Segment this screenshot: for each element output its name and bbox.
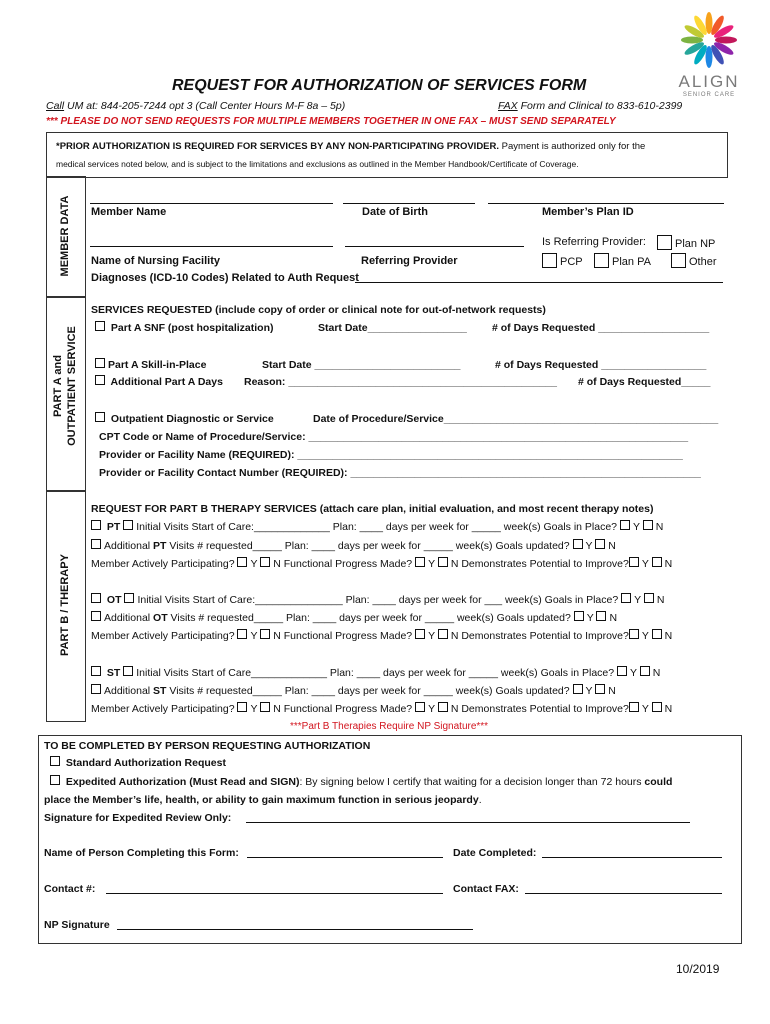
st-checkbox[interactable] [91, 666, 101, 676]
pt-pot-y-checkbox[interactable] [629, 557, 639, 567]
standard-option[interactable] [50, 756, 226, 770]
dob-label: Date of Birth [362, 206, 428, 218]
st-updated-y: Y [585, 685, 593, 697]
ot-goals-y-checkbox[interactable] [621, 593, 631, 603]
ot-participating: Member Actively Participating? [91, 630, 235, 642]
st-prog-n-checkbox[interactable] [438, 702, 448, 712]
pt-updated-y: Y [585, 540, 593, 552]
date-completed-label: Date Completed: [453, 847, 537, 859]
pt-additional-prefix: Additional [104, 540, 154, 552]
pt-part-n-checkbox[interactable] [260, 557, 270, 567]
fax-prefix: FAX [498, 100, 518, 112]
member-data-label: MEMBER DATA [59, 195, 71, 277]
snf-days[interactable]: # of Days Requested ___________________ [492, 322, 710, 334]
contact-fax-label: Contact FAX: [453, 883, 519, 895]
reason-field[interactable]: Reason: ______________________________________________ [244, 376, 557, 388]
form-version: 10/2019 [676, 962, 720, 976]
ot-line-1 [91, 593, 664, 607]
snf-option[interactable] [95, 321, 273, 335]
name-completing-label: Name of Person Completing this Form: [44, 847, 239, 859]
ot-pot-y: Y [641, 630, 649, 642]
ot-pot-y-checkbox[interactable] [629, 629, 639, 639]
part-a-label-2: OUTPATIENT SERVICE [66, 326, 78, 446]
referring-provider-label: Referring Provider [361, 255, 458, 267]
pcp-label: PCP [560, 256, 583, 268]
other-checkbox[interactable] [671, 253, 686, 268]
nursing-facility-line[interactable] [90, 246, 333, 247]
pt-progress: Functional Progress Made? [283, 558, 413, 570]
st-updated-n-checkbox[interactable] [595, 684, 605, 694]
ot-part-y-checkbox[interactable] [237, 629, 247, 639]
ot-part-y: Y [250, 630, 258, 642]
align-logo [664, 8, 754, 98]
contact-fax-line[interactable] [525, 893, 722, 894]
ot-potential: Demonstrates Potential to Improve? [461, 630, 629, 642]
provider-contact-field[interactable]: Provider or Facility Contact Number (REQUIRED): ____________________________________________________________ [99, 467, 701, 479]
cpt-field[interactable]: CPT Code or Name of Procedure/Service: _________________________________________________________________ [99, 431, 689, 443]
st-potential: Demonstrates Potential to Improve? [461, 703, 629, 715]
st-line-1 [91, 666, 660, 680]
add-days-label: Additional Part A Days [110, 376, 223, 388]
sig-expedited-line[interactable] [246, 822, 690, 823]
contact-line[interactable] [106, 893, 443, 894]
sip-start-date[interactable]: Start Date _________________________ [262, 359, 461, 371]
ot-pot-n: N [664, 630, 673, 642]
pt-goals-n: N [655, 521, 664, 533]
ot-updated-y: Y [586, 612, 594, 624]
other-option[interactable] [671, 253, 717, 269]
st-participating: Member Actively Participating? [91, 703, 235, 715]
date-completed-line[interactable] [542, 857, 722, 858]
st-part-y: Y [250, 703, 258, 715]
expedited-line-2: place the Member’s life, health, or ability to gain maximum function in serious jeopardy. [44, 794, 482, 806]
expedited-option[interactable] [50, 775, 672, 789]
snf-start-date[interactable]: Start Date_________________ [318, 322, 467, 334]
flower-logo-icon [664, 8, 754, 70]
call-line [46, 99, 345, 113]
pt-participating: Member Actively Participating? [91, 558, 235, 570]
name-completing-line[interactable] [247, 857, 443, 858]
pt-updated-n: N [608, 540, 616, 552]
ot-goals-n-checkbox[interactable] [644, 593, 654, 603]
ot-goals-n: N [656, 594, 665, 606]
ot-progress: Functional Progress Made? [283, 630, 413, 642]
sip-checkbox[interactable] [95, 358, 105, 368]
plan-np-label: Plan NP [675, 238, 716, 250]
pt-updated-y-checkbox[interactable] [573, 539, 583, 549]
st-prog-y: Y [428, 703, 435, 715]
pt-additional-checkbox[interactable] [91, 539, 101, 549]
pt-goals-n-checkbox[interactable] [643, 520, 653, 530]
fax-line [498, 99, 682, 113]
diagnoses-line[interactable] [355, 282, 723, 283]
expedited-line-2-text: place the Member’s life, health, or ability to gain maximum function in serious jeopardy [44, 794, 479, 806]
pt-pot-n-checkbox[interactable] [652, 557, 662, 567]
st-part-y-checkbox[interactable] [237, 702, 247, 712]
call-prefix: Call [46, 100, 65, 112]
ot-additional-checkbox[interactable] [91, 611, 101, 621]
other-label: Other [689, 256, 717, 268]
pt-pot-y: Y [641, 558, 649, 570]
outpatient-checkbox[interactable] [95, 412, 105, 422]
ot-line-3 [91, 629, 672, 643]
sip-option[interactable] [95, 358, 206, 372]
st-pot-y-checkbox[interactable] [629, 702, 639, 712]
st-line-3 [91, 702, 672, 716]
ot-pot-n-checkbox[interactable] [652, 629, 662, 639]
st-part-n: N [273, 703, 281, 715]
st-part-n-checkbox[interactable] [260, 702, 270, 712]
st-line-2 [91, 684, 616, 698]
pt-prog-n: N [450, 558, 459, 570]
ot-additional-name: OT [153, 612, 168, 624]
np-signature-label: NP Signature [44, 919, 110, 931]
st-goals-n-checkbox[interactable] [640, 666, 650, 676]
snf-checkbox[interactable] [95, 321, 105, 331]
ot-initial-text: Initial Visits Start of Care:_______________ Plan: ____ days per week for ___ week(s) Goals in Place? [137, 594, 619, 606]
requester-header: TO BE COMPLETED BY PERSON REQUESTING AUTHORIZATION [44, 740, 371, 752]
sip-days[interactable]: # of Days Requested __________________ [495, 359, 707, 371]
add-days-option[interactable] [95, 375, 223, 389]
pt-prog-y: Y [428, 558, 435, 570]
member-name-label: Member Name [91, 206, 167, 218]
ot-goals-y: Y [634, 594, 641, 606]
st-goals-y: Y [630, 667, 637, 679]
st-additional-name: ST [153, 685, 167, 697]
pt-additional-name: PT [153, 540, 167, 552]
pt-pot-n: N [664, 558, 673, 570]
part-b-label: PART B / THERAPY [59, 554, 71, 656]
pt-initial-text: Initial Visits Start of Care:_____________ Plan: ____ days per week for _____ week(s) Goals in Place? [136, 521, 618, 533]
plan-id-label: Member’s Plan ID [542, 206, 634, 218]
st-initial-text: Initial Visits Start of Care_____________ Plan: ____ days per week for _____ week(s) Goals in Place? [136, 667, 615, 679]
standard-checkbox[interactable] [50, 756, 60, 766]
snf-label: Part A SNF (post hospitalization) [110, 322, 274, 334]
pt-updated-n-checkbox[interactable] [595, 539, 605, 549]
provider-name-field[interactable]: Provider or Facility Name (REQUIRED): __________________________________________________________________ [99, 449, 683, 461]
pt-prog-y-checkbox[interactable] [415, 557, 425, 567]
logo-name: ALIGN [678, 72, 740, 91]
is-referring-label: Is Referring Provider: [542, 236, 646, 248]
referring-provider-line[interactable] [345, 246, 524, 247]
sig-expedited-label: Signature for Expedited Review Only: [44, 812, 232, 824]
plan-np-checkbox[interactable] [657, 235, 672, 250]
expedited-label: Expedited Authorization (Must Read and SIGN) [65, 776, 300, 788]
st-updated-y-checkbox[interactable] [573, 684, 583, 694]
st-pot-n: N [664, 703, 673, 715]
ot-part-n-checkbox[interactable] [260, 629, 270, 639]
form-title: REQUEST FOR AUTHORIZATION OF SERVICES FORM [172, 77, 587, 94]
ot-updated-n: N [609, 612, 618, 624]
st-pot-y: Y [641, 703, 649, 715]
st-updated-n: N [608, 685, 616, 697]
ot-updated-n-checkbox[interactable] [596, 611, 606, 621]
st-additional-prefix: Additional [104, 685, 154, 697]
ot-initial-checkbox[interactable] [124, 593, 134, 603]
st-goals-y-checkbox[interactable] [617, 666, 627, 676]
pcp-option[interactable] [542, 253, 583, 269]
ot-prog-n: N [450, 630, 459, 642]
member-name-line[interactable] [90, 203, 333, 204]
pt-potential: Demonstrates Potential to Improve? [461, 558, 629, 570]
ot-updated-y-checkbox[interactable] [574, 611, 584, 621]
ot-name: OT [106, 594, 122, 606]
ot-prog-y-checkbox[interactable] [415, 629, 425, 639]
expedited-could: could [644, 776, 673, 788]
st-additional-text: Visits # requested_____ Plan: ____ days per week for _____ week(s) Goals updated? [166, 685, 570, 697]
contact-label: Contact #: [44, 883, 96, 895]
nursing-facility-label: Name of Nursing Facility [91, 255, 220, 267]
pcp-checkbox[interactable] [542, 253, 557, 268]
expedited-checkbox[interactable] [50, 775, 60, 785]
outpatient-option[interactable] [95, 412, 274, 426]
pt-part-y-checkbox[interactable] [237, 557, 247, 567]
pt-prog-n-checkbox[interactable] [438, 557, 448, 567]
ot-prog-y: Y [428, 630, 435, 642]
pt-checkbox[interactable] [91, 520, 101, 530]
standard-label: Standard Authorization Request [65, 757, 226, 769]
pt-additional-text: Visits # requested_____ Plan: ____ days per week for _____ week(s) Goals updated? [166, 540, 570, 552]
dob-line[interactable] [343, 203, 475, 204]
plan-pa-checkbox[interactable] [594, 253, 609, 268]
st-progress: Functional Progress Made? [283, 703, 413, 715]
np-signature-line[interactable] [117, 929, 473, 930]
ot-prog-n-checkbox[interactable] [438, 629, 448, 639]
sip-label: Part A Skill-in-Place [108, 359, 207, 371]
plan-pa-label: Plan PA [612, 256, 651, 268]
ot-additional-text: Visits # requested_____ Plan: ____ days per week for _____ week(s) Goals updated? [167, 612, 571, 624]
add-days-checkbox[interactable] [95, 375, 105, 385]
pt-goals-y: Y [632, 521, 640, 533]
ot-additional-prefix: Additional [104, 612, 154, 624]
st-additional-checkbox[interactable] [91, 684, 101, 694]
date-procedure[interactable]: Date of Procedure/Service_______________________________________________ [313, 413, 719, 425]
notice-rest: Payment is authorized only for the [499, 141, 646, 152]
ot-part-n: N [273, 630, 281, 642]
notice-line-1 [56, 140, 645, 154]
st-goals-n: N [652, 667, 661, 679]
st-pot-n-checkbox[interactable] [652, 702, 662, 712]
sig-expedited-text: Signature for Expedited Review Only [44, 812, 228, 824]
part-b-header: REQUEST FOR PART B THERAPY SERVICES (attach care plan, initial evaluation, and most recent therapy notes) [91, 503, 654, 515]
pt-part-y: Y [250, 558, 258, 570]
notice-bold: *PRIOR AUTHORIZATION IS REQUIRED FOR SERVICES BY ANY NON-PARTICIPATING PROVIDER. [56, 141, 500, 152]
np-signature-note: ***Part B Therapies Require NP Signature*** [290, 721, 489, 732]
part-a-label-1: PART A and [52, 355, 64, 417]
pt-goals-y-checkbox[interactable] [620, 520, 630, 530]
part-a-label [51, 286, 79, 486]
st-name: ST [106, 667, 121, 679]
plan-np-option[interactable] [657, 235, 715, 251]
services-header: SERVICES REQUESTED (include copy of order or clinical note for out-of-network requests) [91, 304, 546, 316]
pt-initial-checkbox[interactable] [123, 520, 133, 530]
notice-line-2: medical services noted below, and is subject to the limitations and exclusions as outlined in the Member Handbook/Certificate of Coverage. [56, 159, 579, 169]
expedited-text: : By signing below I certify that waiting for a decision longer than 72 hours [299, 776, 645, 788]
plan-pa-option[interactable] [594, 253, 651, 269]
notice-box [46, 132, 728, 178]
pt-part-n: N [273, 558, 281, 570]
pt-line-1 [91, 520, 663, 534]
fax-number: Form and Clinical to 833-610-2399 [517, 100, 683, 112]
pt-line-3 [91, 557, 672, 571]
outpatient-label: Outpatient Diagnostic or Service [110, 413, 274, 425]
call-number: UM at: 844-205-7244 opt 3 (Call Center Hours M-F 8a – 5p) [64, 100, 346, 112]
st-initial-checkbox[interactable] [123, 666, 133, 676]
pt-line-2 [91, 539, 616, 553]
diagnoses-label: Diagnoses (ICD-10 Codes) Related to Auth Request [91, 272, 359, 284]
st-prog-n: N [450, 703, 459, 715]
reason-days[interactable]: # of Days Requested_____ [578, 376, 711, 388]
ot-line-2 [91, 611, 617, 625]
plan-id-line[interactable] [488, 203, 724, 204]
st-prog-y-checkbox[interactable] [415, 702, 425, 712]
pt-name: PT [106, 521, 121, 533]
ot-checkbox[interactable] [91, 593, 101, 603]
logo-subtitle: SENIOR CARE [682, 92, 736, 98]
warning-text: *** PLEASE DO NOT SEND REQUESTS FOR MULTIPLE MEMBERS TOGETHER IN ONE FAX – MUST SEND SEPARATELY [46, 116, 616, 127]
